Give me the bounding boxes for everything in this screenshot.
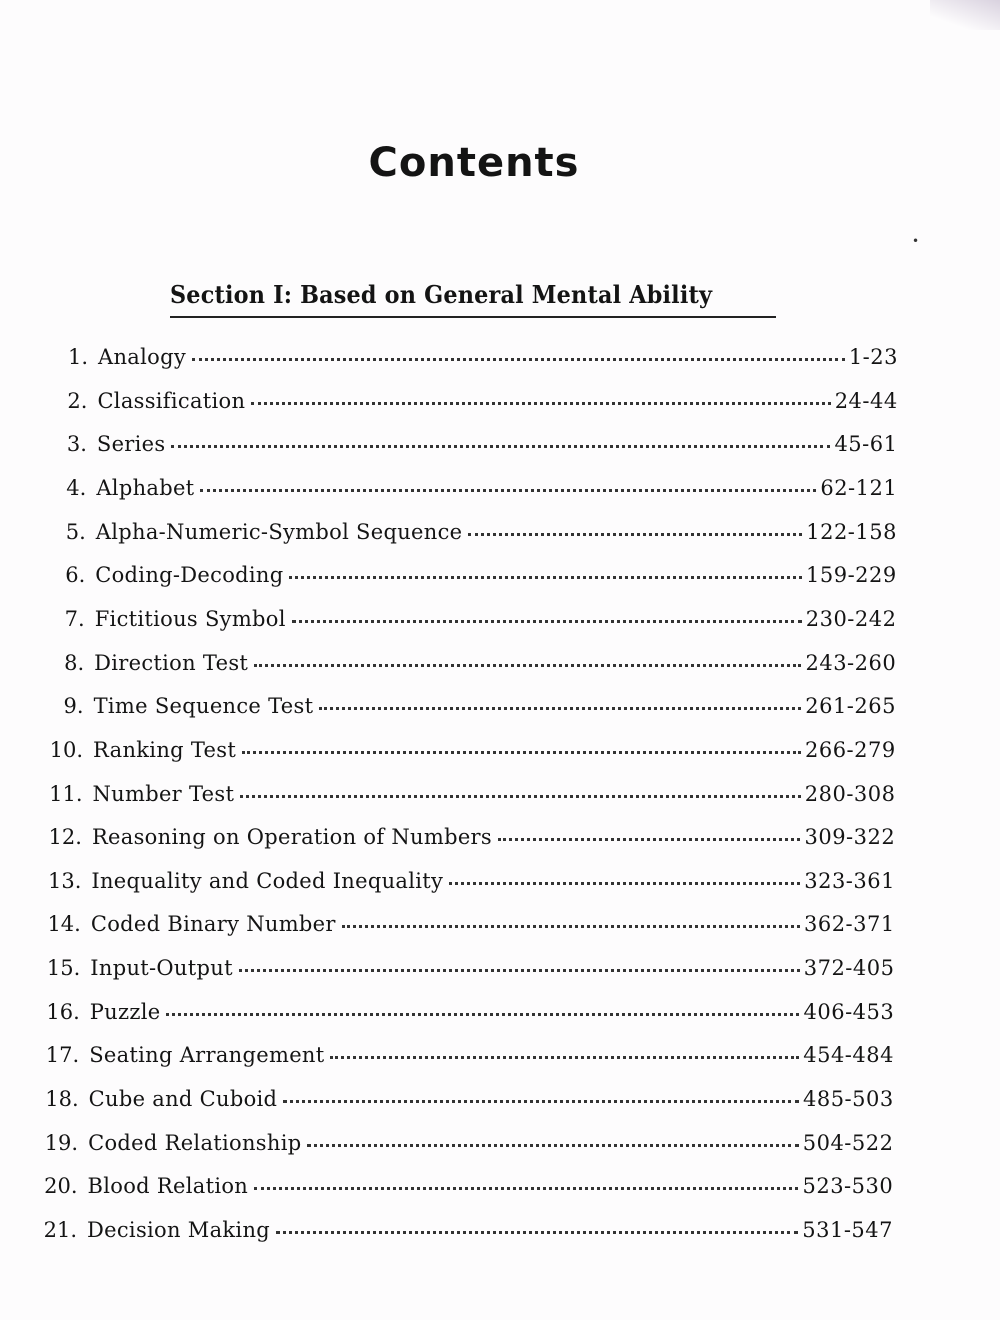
toc-entry-number: 7. — [64, 606, 85, 631]
toc-entry[interactable] — [40, 1128, 893, 1158]
toc-entry[interactable] — [48, 473, 897, 503]
toc-dot-leader — [289, 558, 802, 579]
toc-entry-pages: 362-371 — [803, 912, 895, 937]
toc-entry-title: Alpha-Numeric-Symbol Sequence — [95, 519, 463, 544]
toc-dot-leader — [254, 646, 801, 667]
toc-dot-leader — [319, 689, 801, 710]
toc-entry-number: 18. — [45, 1087, 79, 1112]
toc-entry-title: Blood Relation — [87, 1174, 249, 1199]
toc-entry-number: 21. — [43, 1218, 77, 1242]
toc-entry-pages: 323-361 — [804, 868, 895, 893]
toc-entry-pages: 406-453 — [803, 999, 895, 1024]
toc-entry-number: 19. — [44, 1130, 79, 1155]
toc-dot-leader — [498, 820, 800, 841]
toc-entry-number: 2. — [67, 388, 88, 413]
toc-entry-number: 5. — [65, 519, 86, 544]
toc-entry-number: 17. — [45, 1043, 80, 1068]
section-heading-text: Section I: Based on General Mental Ability — [170, 280, 713, 309]
toc-entry-title: Classification — [97, 388, 246, 413]
toc-dot-leader — [171, 427, 830, 448]
toc-entry-number: 10. — [49, 737, 84, 762]
toc-entry-title: Number Test — [92, 781, 235, 806]
toc-entry-number: 8. — [64, 650, 85, 675]
toc-entry-pages: 261-265 — [805, 694, 896, 719]
section-heading — [170, 280, 776, 309]
toc-entry[interactable] — [47, 560, 897, 590]
toc-entry-number: 3. — [66, 432, 87, 457]
toc-dot-leader — [239, 951, 800, 972]
toc-entry-title: Inequality and Coded Inequality — [91, 868, 444, 893]
toc-entry-pages: 309-322 — [804, 825, 896, 850]
toc-entry[interactable] — [40, 1171, 894, 1201]
toc-entry-number: 4. — [66, 475, 87, 500]
toc-entry[interactable] — [47, 604, 897, 634]
toc-entry-title: Alphabet — [96, 475, 195, 500]
toc-entry[interactable] — [43, 909, 895, 939]
toc-entry-title: Reasoning on Operation of Numbers — [91, 825, 492, 850]
toc-entry-number: 15. — [46, 956, 81, 981]
toc-dot-leader — [307, 1126, 798, 1147]
toc-entry-title: Series — [96, 432, 166, 457]
toc-entry-title: Coded Relationship — [88, 1130, 302, 1155]
toc-dot-leader — [192, 340, 845, 361]
toc-entry-title: Seating Arrangement — [89, 1043, 325, 1068]
toc-entry-number: 16. — [46, 999, 80, 1024]
toc-entry-pages: 280-308 — [804, 781, 896, 806]
toc-entry-pages: 243-260 — [805, 650, 897, 675]
toc-entry[interactable] — [46, 691, 896, 721]
toc-entry-number: 11. — [49, 781, 83, 806]
toc-dot-leader — [342, 907, 800, 928]
toc-entry-number: 20. — [44, 1174, 78, 1199]
toc-entry[interactable] — [41, 1040, 894, 1070]
toc-entry[interactable] — [50, 342, 898, 372]
toc-entry-pages: 266-279 — [804, 737, 896, 762]
toc-entry-title: Input-Output — [90, 956, 233, 981]
toc-entry-title: Cube and Cuboid — [88, 1087, 278, 1112]
toc-entry-title: Decision Making — [87, 1218, 271, 1242]
toc-entry-number: 12. — [48, 825, 82, 850]
page-edge-shadow — [930, 0, 1000, 30]
toc-entry-title: Ranking Test — [93, 737, 237, 762]
toc-entry-number: 13. — [47, 868, 82, 893]
toc-entry-title: Coding-Decoding — [95, 563, 284, 588]
toc-entry-number: 1. — [67, 345, 88, 369]
toc-entry[interactable] — [41, 1084, 894, 1114]
toc-dot-leader — [330, 1038, 799, 1059]
toc-entry-pages: 531-547 — [802, 1218, 893, 1242]
toc-entry-pages: 230-242 — [805, 606, 897, 631]
toc-dot-leader — [449, 864, 800, 885]
toc-entry[interactable] — [43, 866, 895, 896]
toc-dot-leader — [254, 1169, 798, 1190]
toc-entry-title: Coded Binary Number — [90, 912, 336, 937]
toc-entry-title: Direction Test — [94, 650, 249, 675]
toc-entry-pages: 45-61 — [834, 432, 898, 457]
toc-dot-leader — [283, 1082, 799, 1103]
toc-entry-title: Time Sequence Test — [93, 694, 314, 719]
section-heading-underline — [170, 316, 776, 318]
toc-entry[interactable] — [45, 779, 896, 809]
toc-dot-leader — [276, 1213, 798, 1234]
toc-dot-leader — [468, 515, 802, 536]
toc-entry[interactable] — [45, 735, 896, 765]
toc-dot-leader — [251, 384, 830, 405]
toc-entry[interactable] — [49, 386, 897, 416]
toc-entry-title: Puzzle — [89, 999, 161, 1024]
toc-entry[interactable] — [39, 1215, 893, 1245]
toc-entry-number: 9. — [63, 694, 84, 719]
toc-entry-pages: 485-503 — [802, 1087, 894, 1112]
print-speck: • — [912, 234, 920, 248]
toc-entry-pages: 504-522 — [802, 1130, 894, 1155]
toc-entry[interactable] — [49, 429, 898, 459]
toc-entry-pages: 122-158 — [806, 519, 897, 544]
toc-entry[interactable] — [46, 648, 896, 678]
toc-dot-leader — [292, 602, 802, 623]
toc-entry-title: Fictitious Symbol — [94, 606, 286, 631]
toc-entry[interactable] — [42, 953, 894, 983]
toc-entry-title: Analogy — [98, 345, 186, 369]
toc-entry-number: 6. — [65, 563, 86, 588]
toc-entry[interactable] — [48, 517, 897, 547]
page-title: Contents — [368, 140, 580, 186]
toc-entry[interactable] — [42, 997, 895, 1027]
toc-entry-pages: 372-405 — [803, 956, 895, 981]
toc-entry-number: 14. — [47, 912, 81, 937]
toc-entry-pages: 523-530 — [802, 1174, 894, 1199]
toc-entry-pages: 1-23 — [848, 345, 898, 369]
toc-entry-pages: 24-44 — [834, 388, 898, 413]
toc-dot-leader — [242, 733, 801, 754]
toc-entry-pages: 159-229 — [805, 563, 897, 588]
toc-dot-leader — [200, 471, 816, 492]
toc-dot-leader — [166, 995, 799, 1016]
toc-dot-leader — [240, 777, 801, 798]
toc-entry[interactable] — [44, 822, 895, 852]
toc-entry-pages: 62-121 — [820, 475, 898, 500]
toc-entry-pages: 454-484 — [803, 1043, 894, 1068]
